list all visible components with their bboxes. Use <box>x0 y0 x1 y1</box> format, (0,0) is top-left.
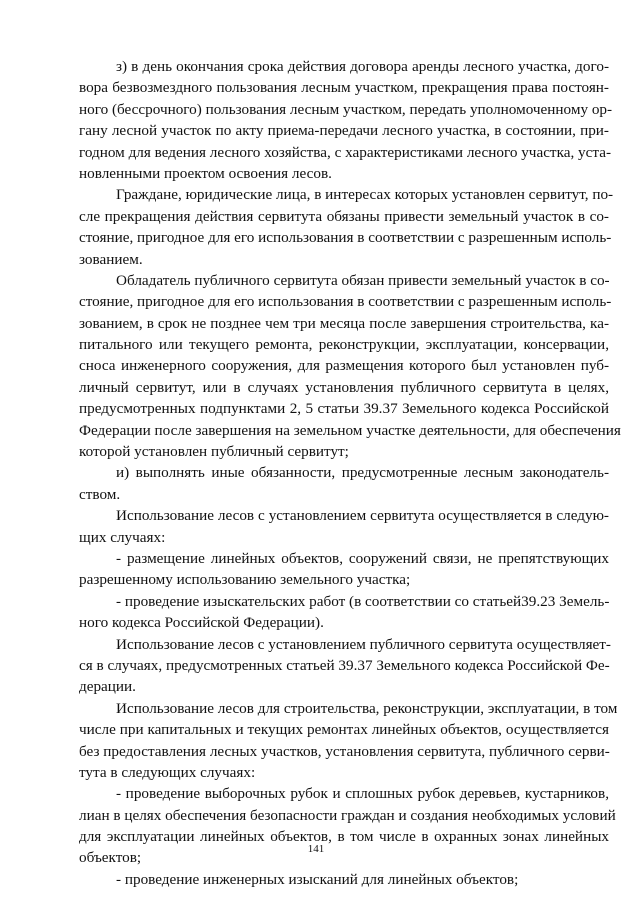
text-line: сноса инженерного сооружения, для размещения которого был установлен пуб- <box>79 357 609 375</box>
text-line: Использование лесов с установлением сервитута осуществляется в следую- <box>116 507 609 525</box>
text-line: Использование лесов для строительства, реконструкции, эксплуатации, в том <box>116 699 618 717</box>
text-line: дерации. <box>79 678 136 696</box>
text-line: ного кодекса Российской Федерации). <box>79 614 324 632</box>
text-line: - проведение изыскательских работ (в соответствии со статьей39.23 Земель- <box>116 592 610 610</box>
text-line: щих случаях: <box>79 528 166 546</box>
text-line: личный сервитут, или в случаях установления публичного сервитута в целях, <box>79 378 609 396</box>
text-line: Использование лесов с установлением публичного сервитута осуществляет- <box>116 635 611 653</box>
text-line: вора безвозмездного пользования лесным участком, прекращения права постоян- <box>79 79 609 97</box>
text-line: числе при капитальных и текущих ремонтах линейных объектов, осуществляется <box>79 721 609 739</box>
text-line: гану лесной участок по акту приема-передачи лесного участка, в состоянии, при- <box>79 122 609 140</box>
text-line: - размещение линейных объектов, сооружений связи, не препятствующих <box>116 549 609 567</box>
text-line: и) выполнять иные обязанности, предусмотренные лесным законодатель- <box>116 464 609 482</box>
text-line: объектов; <box>79 849 142 867</box>
text-line: зованием. <box>79 250 143 268</box>
text-line: разрешенному использованию земельного участка; <box>79 571 411 589</box>
text-line: годном для ведения лесного хозяйства, с характеристиками лесного участка, уста- <box>79 143 612 161</box>
text-line: новленными проектом освоения лесов. <box>79 164 332 182</box>
text-line: - проведение инженерных изысканий для линейных объектов; <box>116 870 519 888</box>
page-number: 141 <box>307 843 325 855</box>
text-line: тута в следующих случаях: <box>79 763 256 781</box>
text-line: стояние, пригодное для его использования в соответствии с разрешенным исполь- <box>79 293 612 311</box>
text-line: - проведение выборочных рубок и сплошных рубок деревьев, кустарников, <box>116 785 609 803</box>
text-line: лиан в целях обеспечения безопасности граждан и создания необходимых условий <box>79 806 616 824</box>
text-line: ся в случаях, предусмотренных статьей 39.37 Земельного кодекса Российской Фе- <box>79 656 610 674</box>
text-line: без предоставления лесных участков, установления сервитута, публичного серви- <box>79 742 610 760</box>
text-line: з) в день окончания срока действия договора аренды лесного участка, дого- <box>116 58 609 75</box>
text-line: которой установлен публичный сервитут; <box>79 443 349 461</box>
text-line: стояние, пригодное для его использования в соответствии с разрешенным исполь- <box>79 229 612 247</box>
text-line: Федерации после завершения на земельном участке деятельности, для обеспечения <box>79 421 621 439</box>
text-line: сле прекращения действия сервитута обязаны привести земельный участок в со- <box>79 207 609 225</box>
text-line: ством. <box>79 485 121 503</box>
text-line: предусмотренных подпунктами 2, 5 статьи 39.37 Земельного кодекса Российской <box>79 400 609 418</box>
text-line: Граждане, юридические лица, в интересах которых установлен сервитут, по- <box>116 186 614 204</box>
text-line: ного (бессрочного) пользования лесным участком, передать уполномоченному ор- <box>79 100 613 118</box>
text-line: Обладатель публичного сервитута обязан привести земельный участок в со- <box>116 271 610 289</box>
text-line: зованием, в срок не позднее чем три месяца после завершения строительства, ка- <box>79 314 609 332</box>
page-body-text <box>79 56 621 890</box>
text-line: для эксплуатации линейных объектов, в том числе в охранных зонах линейных <box>79 828 609 846</box>
text-line: питального или текущего ремонта, реконструкции, эксплуатации, консервации, <box>79 336 609 354</box>
